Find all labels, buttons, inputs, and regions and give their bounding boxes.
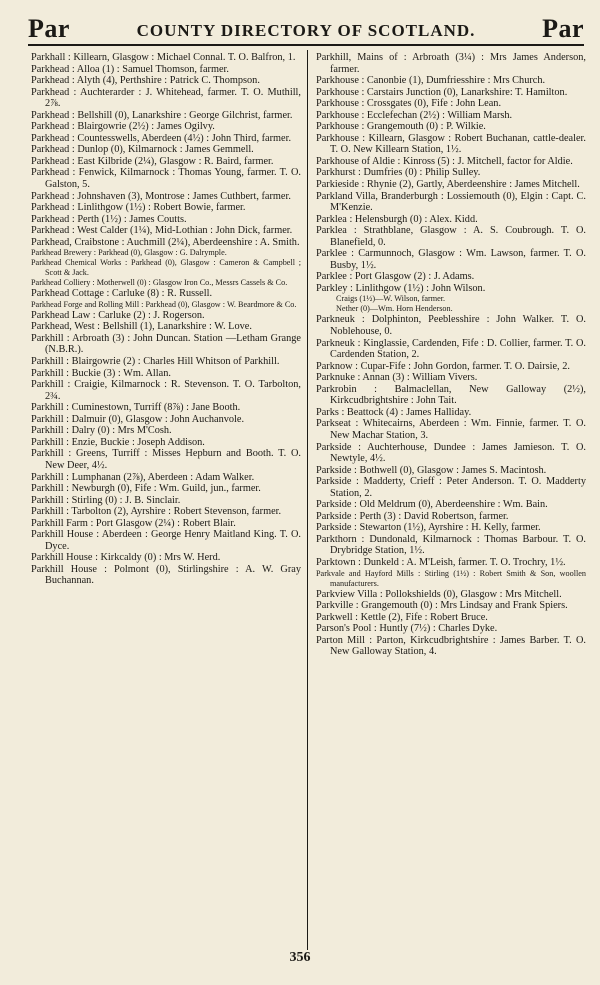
left-column [31, 52, 301, 587]
directory-entry: Parkhill : Greens, Turriff : Misses Hepburn and Booth. T. O. New Deer, 4½. [31, 448, 301, 471]
directory-entry: Parkhead : Alyth (4), Perthshire : Patrick C. Thompson. [31, 75, 260, 87]
directory-entry: Parkhill : Arbroath (3) : John Duncan. Station —Letham Grange (N.B.R.). [31, 332, 301, 356]
directory-entry: Parkside : Auchterhouse, Dundee : James Jamieson. T. O. Newtyle, 4½. [316, 441, 586, 465]
directory-entry: Parkthorn : Dundonald, Kilmarnock : Thomas Barbour. T. O. Drybridge Station, 1½. [316, 533, 586, 557]
directory-entry: Parkieside : Rhynie (2), Gartly, Aberdeenshire : James Mitchell. [316, 179, 580, 191]
directory-entry: Parkhill : Stirling (0) : J. B. Sinclair. [31, 494, 181, 506]
directory-entry: Parkhead Forge and Rolling Mill : Parkhead (0), Glasgow : W. Beardmore & Co. [31, 299, 297, 309]
column-divider [307, 50, 308, 950]
directory-entry: Parkneuk : Kinglassie, Cardenden, Fife : D. Collier, farmer. T. O. Cardenden Station, 2. [316, 337, 586, 361]
directory-entry: Parkhouse : Ecclefechan (2½) : William Marsh. [316, 109, 513, 121]
directory-entry: Parkhead : East Kilbride (2¼), Glasgow : R. Baird, farmer. [31, 155, 274, 167]
directory-entry: Parktown : Dunkeld : A. M'Leish, farmer. T. O. Trochry, 1½. [316, 556, 566, 568]
directory-entry: Parkhill : Dalmuir (0), Glasgow : John Auchanvole. [31, 413, 245, 425]
directory-entry: Parkhill : Buckie (3) : Wm. Allan. [31, 367, 171, 379]
directory-entry: Parkhill Farm : Port Glasgow (2¼) : Robert Blair. [31, 517, 236, 529]
directory-entry: Parson's Pool : Huntly (7½) : Charles Dyke. [316, 623, 498, 635]
directory-entry: Parkhouse of Aldie : Kinross (5) : J. Mitchell, factor for Aldie. [316, 155, 573, 167]
directory-entry: Parkhall : Killearn, Glasgow : Michael Connal. T. O. Balfron, 1. [31, 52, 296, 63]
directory-entry: Parkhead, West : Bellshill (1), Lanarkshire : W. Love. [31, 321, 252, 333]
header-title: COUNTY DIRECTORY OF SCOTLAND. [136, 21, 476, 40]
directory-entry: Parkneuk : Dolphinton, Peeblesshire : John Walker. T. O. Noblehouse, 0. [316, 314, 586, 338]
directory-entry: Parkview Villa : Pollokshields (0), Glasgow : Mrs Mitchell. [316, 588, 562, 600]
page-number: 356 [289, 950, 311, 965]
directory-entry: Parkhill : Blairgowrie (2) : Charles Hill Whitson of Parkhill. [31, 356, 280, 368]
directory-entry: Parkhead : Linlithgow (1½) : Robert Bowie, farmer. [31, 202, 246, 214]
directory-entry: Parklea : Strathblane, Glasgow : A. S. Coubrough. T. O. Blanefield, 0. [316, 225, 586, 248]
directory-entry: Parkhead : Blairgowrie (2½) : James Ogilvy. [31, 121, 215, 133]
directory-entry: Parkhouse : Crossgates (0), Fife : John Lean. [316, 98, 502, 110]
directory-entry: Parton Mill : Parton, Kirkcudbrightshire : James Barber. T. O. New Galloway Station, 4. [316, 634, 586, 658]
directory-entry: Parkhurst : Dumfries (0) : Philip Sulley. [316, 167, 481, 179]
directory-entry: Parkhill House : Kirkcaldy (0) : Mrs W. Herd. [31, 552, 221, 564]
directory-entry: Parkville : Grangemouth (0) : Mrs Lindsay and Frank Spiers. [316, 600, 568, 612]
directory-entry: Parkhill, Mains of : Arbroath (3¼) : Mrs James Anderson, farmer. [316, 52, 586, 75]
directory-entry: Parkhead Law : Carluke (2) : J. Rogerson. [31, 309, 205, 321]
directory-entry: Parkhead : Alloa (1) : Samuel Thomson, farmer. [31, 63, 229, 75]
directory-entry: Parklee : Port Glasgow (2) : J. Adams. [316, 271, 475, 283]
directory-entry: Parkhill House : Polmont (0), Stirlingshire : A. W. Gray Buchannan. [31, 563, 301, 587]
directory-entry: Parks : Beattock (4) : James Halliday. [316, 406, 472, 418]
directory-entry: Parkhill : Dalry (0) : Mrs M'Cosh. [31, 425, 172, 437]
header-left-tag: Par [28, 14, 70, 43]
directory-entry: Parkhead : Perth (1½) : James Coutts. [31, 213, 187, 225]
directory-entry: Parkrobin : Balmaclellan, New Galloway (2½), Kirkcudbrightshire : John Tait. [316, 383, 586, 407]
directory-entry: Parklea : Helensburgh (0) : Alex. Kidd. [316, 213, 478, 225]
directory-entry: Parkhead Cottage : Carluke (8) : R. Russell. [31, 288, 213, 300]
directory-entry: Parkvale and Hayford Mills : Stirling (1½) : Robert Smith & Son, woollen manufacturers. [316, 568, 586, 588]
directory-entry: Parkhill : Enzie, Buckie : Joseph Addison. [31, 436, 205, 448]
right-column [316, 52, 586, 658]
directory-entry: Parkhill : Lumphanan (2⅞), Aberdeen : Adam Walker. [31, 471, 255, 483]
directory-entry: Parkhill House : Aberdeen : George Henry Maitland King. T. O. Dyce. [31, 529, 301, 552]
directory-entry: Parklee : Carmunnoch, Glasgow : Wm. Lawson, farmer. T. O. Busby, 1½. [316, 248, 586, 271]
directory-entry: Parkhead : Fenwick, Kilmarnock : Thomas Young, farmer. T. O. Galston, 5. [31, 167, 301, 191]
directory-entry: Parkside : Bothwell (0), Glasgow : James S. Macintosh. [316, 464, 547, 476]
directory-entry: Craigs (1½)—W. Wilson, farmer. [336, 294, 446, 304]
directory-entry: Parkhouse : Canonbie (1), Dumfriesshire : Mrs Church. [316, 75, 546, 87]
directory-entry: Parkhead : Countesswells, Aberdeen (4½) : John Third, farmer. [31, 132, 292, 144]
directory-entry: Parkhead : Dunlop (0), Kilmarnock : James Gemmell. [31, 144, 254, 156]
directory-entry: Parkhead Chemical Works : Parkhead (0), Glasgow : Cameron & Campbell ; Scott & Jack. [31, 258, 301, 278]
directory-entry: Parkhead : West Calder (1¼), Mid-Lothian : John Dick, farmer. [31, 225, 293, 237]
directory-entry: Parknuke : Annan (3) : William Vivers. [316, 372, 478, 384]
directory-entry: Parkhouse : Carstairs Junction (0), Lanarkshire: T. Hamilton. [316, 86, 568, 98]
directory-entry: Parkwell : Kettle (2), Fife : Robert Bruce. [316, 611, 488, 623]
directory-entry: Parknow : Cupar-Fife : John Gordon, farmer. T. O. Dairsie, 2. [316, 360, 570, 372]
directory-entry: Parkside : Madderty, Crieff : Peter Anderson. T. O. Madderty Station, 2. [316, 476, 586, 499]
directory-entry: Parkhead Brewery : Parkhead (0), Glasgow : G. Dalrymple. [31, 248, 227, 258]
directory-entry: Parkland Villa, Branderburgh : Lossiemouth (0), Elgin : Capt. C. M'Kenzie. [316, 190, 586, 214]
directory-entry: Parkhouse : Killearn, Glasgow : Robert Buchanan, cattle-dealer. T. O. New Killearn Station, 1½. [316, 132, 586, 156]
directory-entry: Parkseat : Whitecairns, Aberdeen : Wm. Finnie, farmer. T. O. New Machar Station, 3. [316, 418, 586, 441]
directory-entry: Parkley : Linlithgow (1½) : John Wilson. [316, 282, 486, 294]
directory-entry: Parkhead Colliery : Motherwell (0) : Glasgow Iron Co., Messrs Cassels & Co. [31, 278, 288, 288]
header-right-tag: Par [542, 14, 584, 43]
page-header [28, 10, 584, 46]
directory-entry: Parkside : Old Meldrum (0), Aberdeenshire : Wm. Bain. [316, 499, 548, 511]
directory-entry: Parkside : Perth (3) : David Robertson, farmer. [316, 510, 509, 522]
directory-entry: Parkhead : Johnshaven (3), Montrose : James Cuthbert, farmer. [31, 190, 291, 202]
directory-entry: Parkhill : Craigie, Kilmarnock : R. Stevenson. T. O. Tarbolton, 2¾. [31, 379, 301, 402]
directory-entry: Parkside : Stewarton (1½), Ayrshire : H. Kelly, farmer. [316, 522, 541, 534]
directory-entry: Nether (0)—Wm. Horn Henderson. [336, 304, 453, 314]
directory-entry: Parkhill : Newburgh (0), Fife : Wm. Guild, jun., farmer. [31, 483, 261, 495]
directory-entry: Parkhill : Tarbolton (2), Ayrshire : Robert Stevenson, farmer. [31, 506, 282, 518]
directory-entry: Parkhill : Cuminestown, Turriff (8⅞) : Jane Booth. [31, 402, 241, 414]
directory-entry: Parkhead : Bellshill (0), Lanarkshire : George Gilchrist, farmer. [31, 109, 293, 121]
directory-entry: Parkhead : Auchterarder : J. Whitehead, farmer. T. O. Muthill, 2⅞. [31, 86, 301, 110]
directory-entry: Parkhouse : Grangemouth (0) : P. Wilkie. [316, 121, 486, 133]
directory-entry: Parkhead, Craibstone : Auchmill (2¼), Aberdeenshire : A. Smith. [31, 236, 300, 248]
